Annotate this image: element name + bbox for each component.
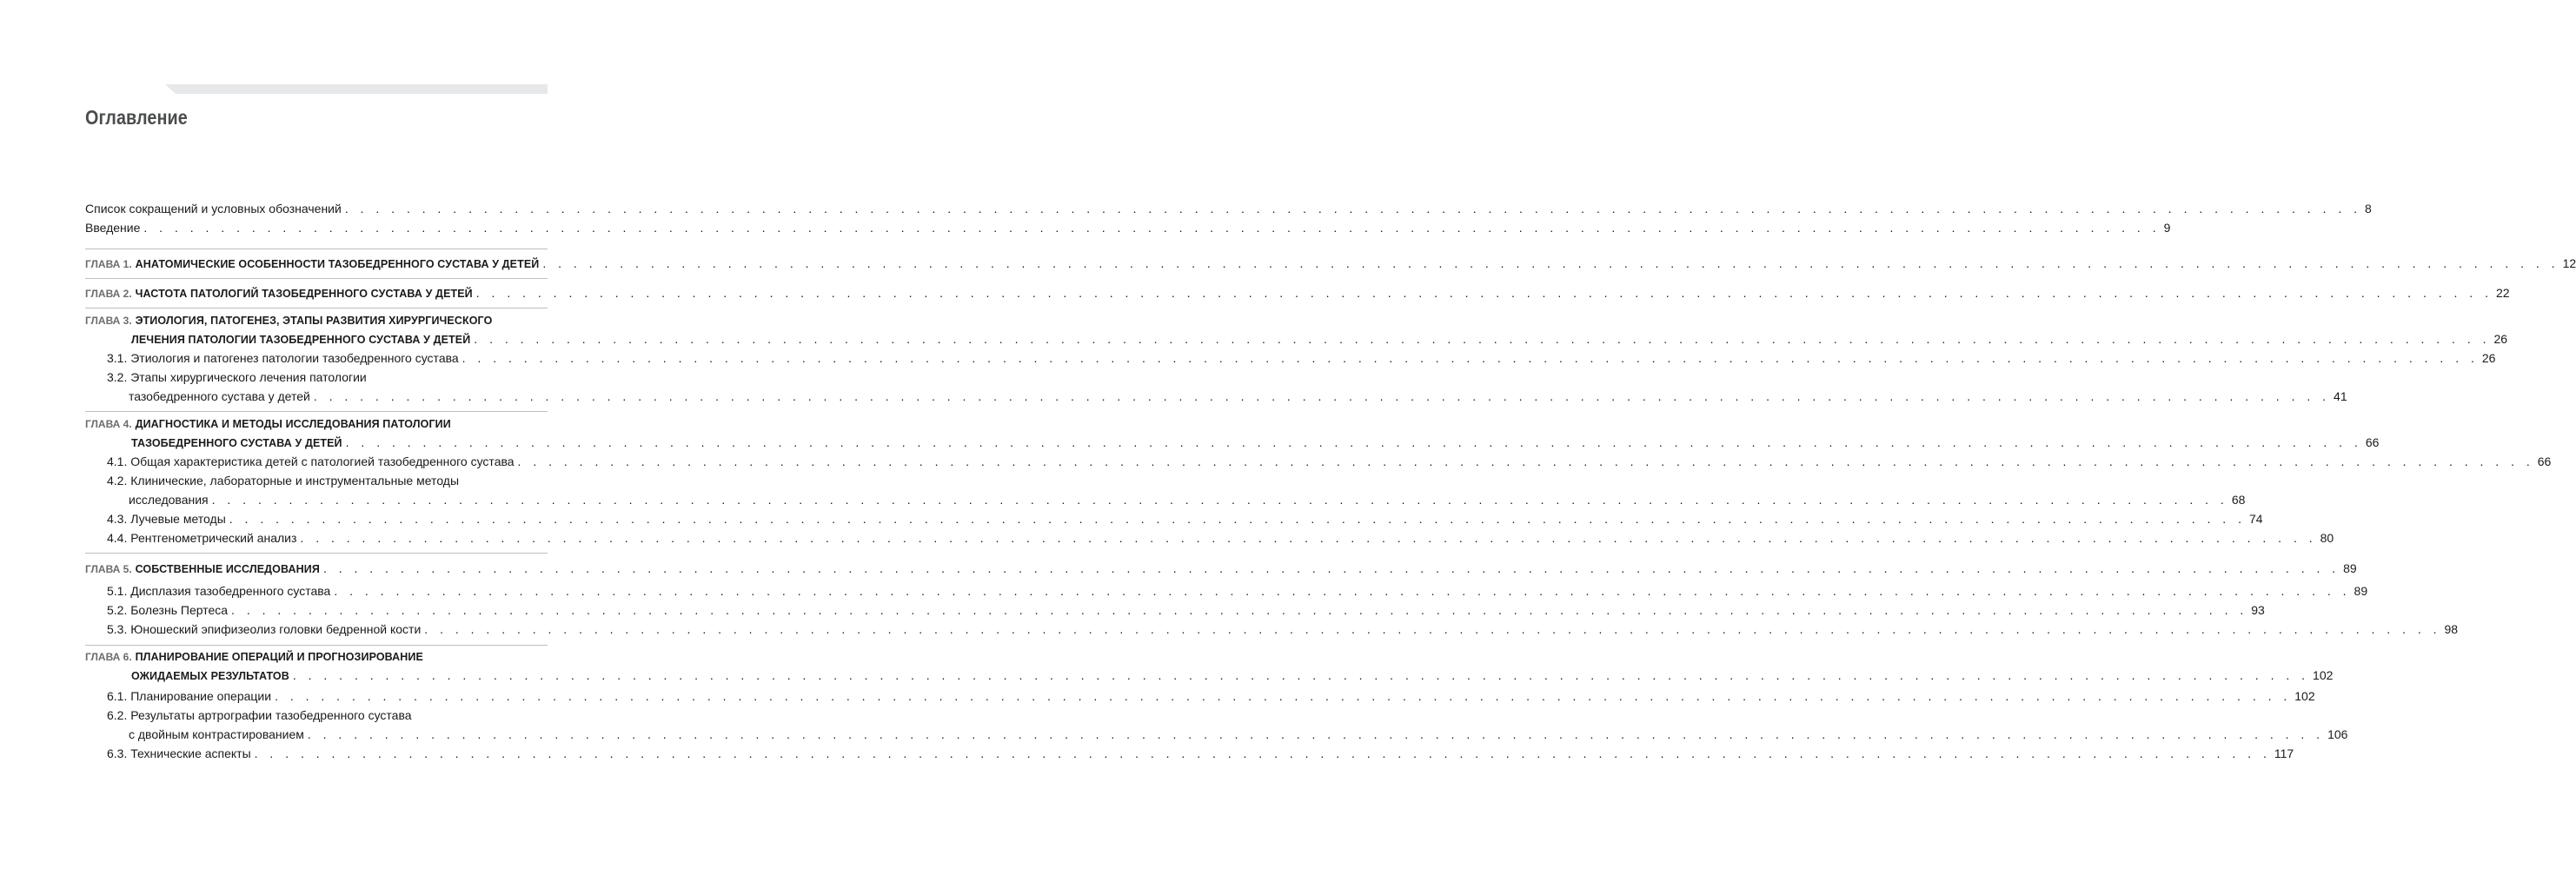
- leader-dots: [342, 199, 2361, 218]
- leader-dots: [251, 744, 2271, 763]
- section-text: 6.1. Планирование операции: [107, 689, 272, 703]
- chapter-title-line1: ДИАГНОСТИКА И МЕТОДЫ ИССЛЕДОВАНИЯ ПАТОЛОГИИ: [135, 418, 451, 430]
- chapter-entry-continued[interactable]: [85, 329, 2508, 348]
- section-text: 4.3. Лучевые методы: [107, 512, 226, 526]
- header-band: [165, 84, 548, 94]
- chapter-entry[interactable]: [85, 559, 2357, 578]
- section-text-line2: исследования: [129, 493, 209, 507]
- page-number: 66: [2365, 435, 2380, 449]
- page-number: 89: [2343, 561, 2357, 575]
- toc-entry[interactable]: [85, 199, 2372, 218]
- leader-dots: [228, 600, 2247, 620]
- leader-dots: [539, 254, 2559, 273]
- toc-entry-text: Введение: [85, 221, 141, 235]
- section-entry[interactable]: [85, 620, 2459, 639]
- page-number: 68: [2231, 493, 2246, 507]
- chapter-title-line1: ЭТИОЛОГИЯ, ПАТОГЕНЕЗ, ЭТАПЫ РАЗВИТИЯ ХИРУРГИЧЕСКОГО: [135, 315, 493, 327]
- leader-dots: [310, 387, 2330, 406]
- leader-dots: [140, 218, 2160, 237]
- page-number: 12: [2562, 256, 2576, 270]
- section-entry-continued[interactable]: [85, 490, 2246, 509]
- section-entry-continued[interactable]: [85, 387, 2347, 406]
- page-number: 8: [2365, 202, 2372, 216]
- page-number: 74: [2248, 512, 2263, 526]
- chapter-title: ЧАСТОТА ПАТОЛОГИЙ ТАЗОБЕДРЕННОГО СУСТАВА У ДЕТЕЙ: [135, 288, 473, 300]
- chapter-entry-continued[interactable]: [85, 433, 2380, 452]
- chapter-title: СОБСТВЕННЫЕ ИССЛЕДОВАНИЯ: [135, 563, 320, 575]
- section-entry[interactable]: [85, 471, 548, 490]
- chapter-entry[interactable]: [85, 647, 548, 666]
- page-number: 26: [2481, 351, 2496, 365]
- section-entry[interactable]: [85, 348, 2496, 368]
- section-entry[interactable]: [85, 687, 2315, 706]
- page-number: 41: [2334, 389, 2347, 403]
- page-number: 117: [2274, 746, 2294, 760]
- section-entry-continued[interactable]: [85, 725, 2348, 744]
- page-number: 106: [2327, 727, 2348, 741]
- section-entry[interactable]: [85, 528, 2334, 547]
- table-of-contents: [85, 199, 2576, 763]
- leader-dots: [209, 490, 2228, 509]
- page-number: 93: [2251, 603, 2265, 617]
- chapter-title-line1: ПЛАНИРОВАНИЕ ОПЕРАЦИЙ И ПРОГНОЗИРОВАНИЕ: [135, 651, 423, 663]
- page-number: 102: [2294, 689, 2315, 703]
- section-text: 5.3. Юношеский эпифизеолиз головки бедренной кости: [107, 622, 422, 636]
- chapter-title-line2: ТАЗОБЕДРЕННОГО СУСТАВА У ДЕТЕЙ: [131, 437, 342, 449]
- chapter-entry-continued[interactable]: [85, 666, 2334, 685]
- section-text-line1: 4.2. Клинические, лабораторные и инструментальные методы: [107, 474, 460, 488]
- page-number: 22: [2495, 286, 2510, 300]
- section-text: 3.1. Этиология и патогенез патологии тазобедренного сустава: [107, 351, 459, 365]
- leader-dots: [473, 283, 2493, 302]
- leader-dots: [421, 620, 2440, 639]
- leader-dots: [271, 687, 2291, 706]
- leader-dots: [320, 559, 2340, 578]
- chapter-title: АНАТОМИЧЕСКИЕ ОСОБЕННОСТИ ТАЗОБЕДРЕННОГО СУСТАВА У ДЕТЕЙ: [135, 258, 540, 270]
- chapter-entry[interactable]: [85, 414, 548, 433]
- chapter-entry[interactable]: [85, 254, 2576, 273]
- leader-dots: [470, 329, 2490, 348]
- page-number: 89: [2354, 584, 2368, 598]
- section-text: 5.1. Дисплазия тазобедренного сустава: [107, 584, 331, 598]
- chapter-label: ГЛАВА 5.: [85, 563, 132, 575]
- section-entry[interactable]: [85, 600, 2265, 620]
- section-entry[interactable]: [85, 452, 2552, 471]
- page-number: 102: [2313, 668, 2334, 682]
- section-entry[interactable]: [85, 706, 548, 725]
- section-entry[interactable]: [85, 581, 2368, 600]
- leader-dots: [289, 666, 2309, 685]
- page-title: Оглавление: [85, 106, 188, 129]
- page-number: 66: [2537, 454, 2552, 468]
- leader-dots: [296, 528, 2316, 547]
- chapter-label: ГЛАВА 2.: [85, 288, 132, 300]
- page-number: 98: [2444, 622, 2459, 636]
- chapter-title-line2: ЛЕЧЕНИЯ ПАТОЛОГИИ ТАЗОБЕДРЕННОГО СУСТАВА У ДЕТЕЙ: [131, 334, 471, 346]
- leader-dots: [459, 348, 2479, 368]
- leader-dots: [304, 725, 2324, 744]
- page-number: 80: [2320, 531, 2334, 545]
- chapter-label: ГЛАВА 6.: [85, 651, 132, 663]
- chapter-entry[interactable]: [85, 283, 2510, 302]
- section-text-line2: тазобедренного сустава у детей: [129, 389, 310, 403]
- section-entry[interactable]: [85, 744, 2294, 763]
- chapter-label: ГЛАВА 1.: [85, 258, 132, 270]
- section-text: 5.2. Болезнь Пертеса: [107, 603, 229, 617]
- chapter-label: ГЛАВА 4.: [85, 418, 132, 430]
- section-text-line1: 6.2. Результаты артрографии тазобедренного сустава: [107, 708, 412, 722]
- section-text: 4.1. Общая характеристика детей с патологией тазобедренного сустава: [107, 454, 515, 468]
- section-text: 4.4. Рентгенометрический анализ: [107, 531, 297, 545]
- leader-dots: [330, 581, 2350, 600]
- chapter-entry[interactable]: [85, 310, 548, 329]
- toc-entry[interactable]: [85, 218, 2171, 237]
- leader-dots: [342, 433, 2362, 452]
- section-text: 6.3. Технические аспекты: [107, 746, 251, 760]
- toc-entry-text: Список сокращений и условных обозначений: [85, 202, 342, 216]
- leader-dots: [226, 509, 2246, 528]
- section-entry[interactable]: [85, 509, 2263, 528]
- page-number: 9: [2163, 221, 2171, 235]
- leader-dots: [515, 452, 2534, 471]
- section-text-line2: с двойным контрастированием: [129, 727, 304, 741]
- section-entry[interactable]: [85, 368, 548, 387]
- section-text-line1: 3.2. Этапы хирургического лечения патологии: [107, 370, 367, 384]
- page-number: 26: [2493, 332, 2508, 346]
- chapter-label: ГЛАВА 3.: [85, 315, 132, 327]
- chapter-title-line2: ОЖИДАЕМЫХ РЕЗУЛЬТАТОВ: [131, 670, 289, 682]
